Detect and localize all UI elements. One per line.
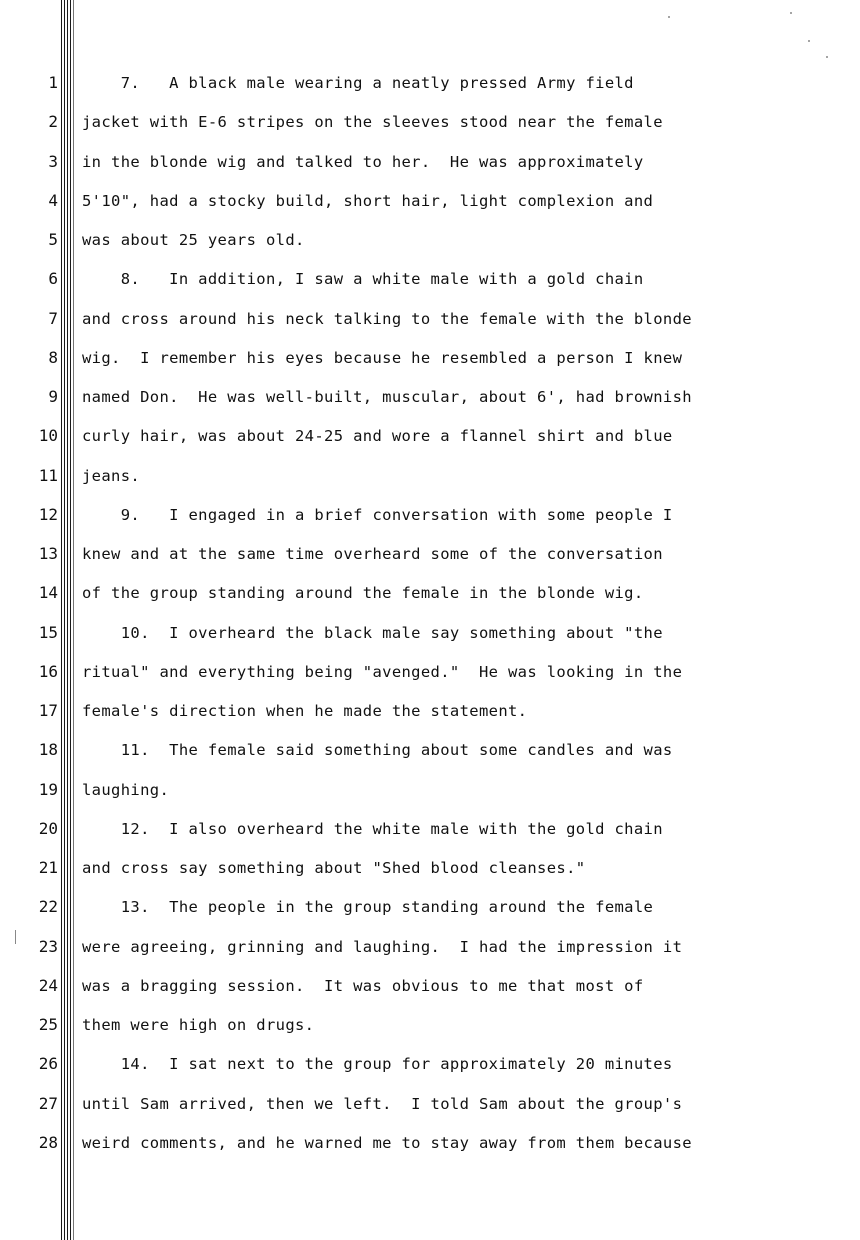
text-line: was a bragging session. It was obvious to me that most of	[82, 976, 644, 995]
text-line: 9. I engaged in a brief conversation with some people I	[82, 505, 673, 524]
scan-speck	[826, 56, 828, 58]
line-number: 15	[38, 622, 58, 642]
line-number: 8	[48, 347, 58, 367]
line-number: 28	[38, 1132, 58, 1152]
scan-speck	[15, 930, 16, 944]
document-body	[82, 0, 842, 1240]
scan-speck	[808, 40, 810, 42]
text-line: named Don. He was well-built, muscular, about 6', had brownish	[82, 388, 692, 406]
text-line: 11. The female said something about some candles and was	[82, 741, 673, 760]
text-line: curly hair, was about 24-25 and wore a flannel shirt and blue	[82, 427, 673, 446]
line-number: 18	[38, 740, 58, 760]
line-number-column	[0, 0, 62, 1240]
margin-rule-left-5	[73, 0, 74, 1240]
line-number: 24	[38, 975, 58, 995]
text-line: jacket with E-6 stripes on the sleeves stood near the female	[82, 113, 663, 132]
text-line: and cross say something about "Shed blood cleanses."	[82, 859, 586, 877]
line-number: 22	[38, 897, 58, 917]
margin-rule-left-2	[64, 0, 65, 1240]
line-number: 17	[38, 701, 58, 720]
text-line: knew and at the same time overheard some of the conversation	[82, 545, 663, 563]
line-number: 25	[38, 1015, 58, 1034]
line-number: 7	[48, 308, 58, 328]
line-number: 9	[48, 387, 58, 406]
line-number: 3	[48, 151, 58, 171]
text-line: 5'10", had a stocky build, short hair, light complexion and	[82, 191, 654, 210]
line-number: 14	[38, 583, 58, 603]
text-line: laughing.	[82, 780, 170, 799]
line-number: 1	[48, 73, 58, 92]
line-number: 20	[38, 818, 58, 838]
line-number: 5	[48, 230, 58, 249]
line-number: 2	[48, 112, 58, 132]
text-line: 14. I sat next to the group for approximately 20 minutes	[82, 1055, 673, 1074]
text-line: of the group standing around the female in the blonde wig.	[82, 584, 644, 603]
text-line: 10. I overheard the black male say something about "the	[82, 623, 663, 642]
line-number: 6	[48, 269, 58, 289]
text-line: were agreeing, grinning and laughing. I had the impression it	[82, 937, 683, 956]
scan-speck	[790, 12, 792, 14]
line-number: 21	[38, 858, 58, 877]
text-line: weird comments, and he warned me to stay away from them because	[82, 1133, 692, 1152]
text-line: was about 25 years old.	[82, 231, 305, 249]
text-line: wig. I remember his eyes because he resembled a person I knew	[82, 348, 683, 367]
line-number: 27	[38, 1093, 58, 1113]
line-number: 10	[38, 426, 58, 446]
line-number: 11	[38, 465, 58, 485]
margin-rule-left-3	[67, 0, 68, 1240]
text-line: 13. The people in the group standing around the female	[82, 898, 654, 917]
margin-rule-left-4	[70, 0, 71, 1240]
line-number: 13	[38, 544, 58, 563]
text-line: 8. In addition, I saw a white male with a gold chain	[82, 270, 644, 289]
text-line: ritual" and everything being "avenged." He was looking in the	[82, 662, 683, 681]
text-line: and cross around his neck talking to the female with the blonde	[82, 309, 692, 328]
scan-speck	[668, 16, 670, 18]
line-number: 4	[48, 190, 58, 210]
line-number: 26	[38, 1054, 58, 1074]
text-line: in the blonde wig and talked to her. He was approximately	[82, 152, 644, 171]
line-number: 23	[38, 936, 58, 956]
text-line: 12. I also overheard the white male with the gold chain	[82, 819, 663, 838]
text-line: until Sam arrived, then we left. I told Sam about the group's	[82, 1094, 683, 1113]
text-line: jeans.	[82, 466, 141, 485]
text-line: female's direction when he made the statement.	[82, 702, 528, 720]
text-line: them were high on drugs.	[82, 1016, 315, 1034]
line-number: 12	[38, 504, 58, 524]
text-line: 7. A black male wearing a neatly pressed Army field	[82, 74, 634, 92]
line-number: 19	[38, 779, 58, 799]
line-number: 16	[38, 661, 58, 681]
